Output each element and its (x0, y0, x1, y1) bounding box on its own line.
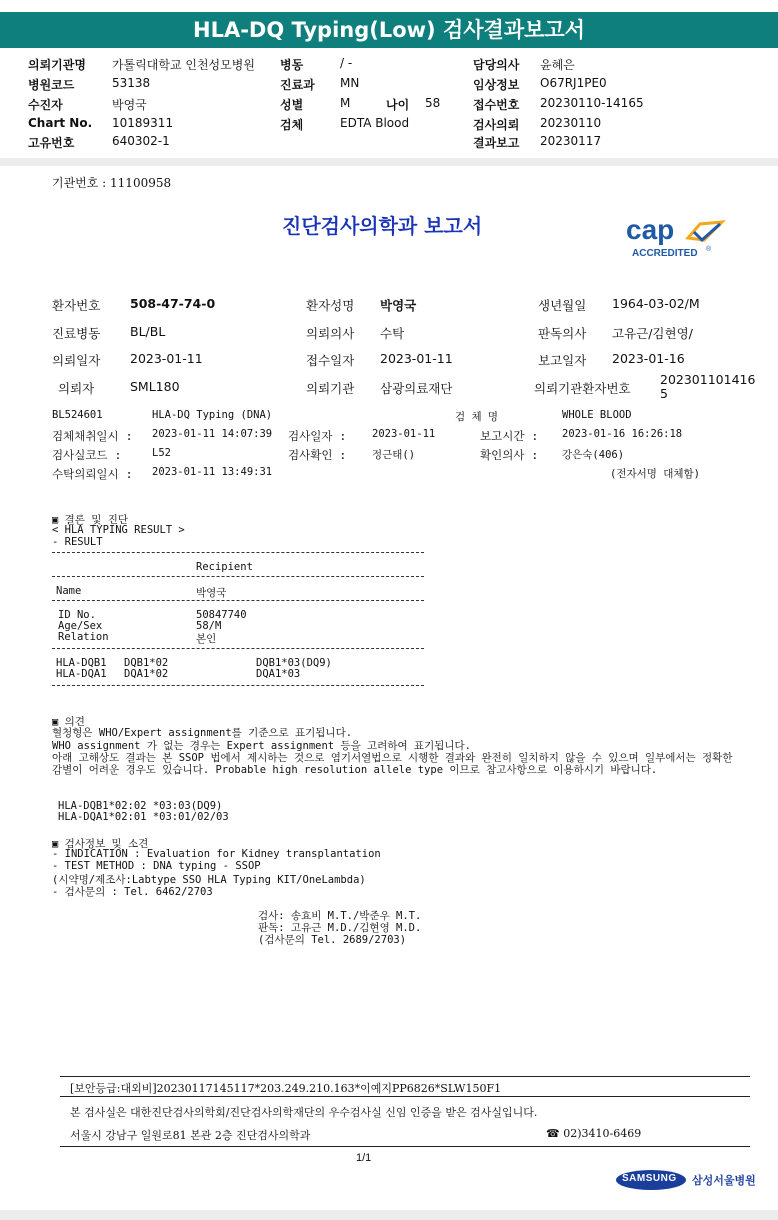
patient-label: 환자번호 (52, 298, 101, 313)
header-label: 성별 (280, 98, 304, 112)
header-label: 결과보고 (473, 136, 520, 150)
collect-label: 검체채취일시 : (52, 429, 133, 443)
header-value: 20230110-14165 (540, 96, 644, 110)
header-label: 검사의뢰 (473, 118, 520, 132)
header-label: 고유번호 (28, 136, 75, 150)
test-detail-title: ▣ 검사정보 및 소견 (52, 838, 149, 850)
divider (52, 685, 424, 686)
phone-number: ☎ 02)3410-6469 (546, 1127, 642, 1140)
address-line: 서울시 강남구 일원로81 본관 2층 진단검사의학과 (70, 1129, 311, 1142)
header-value: 640302-1 (112, 134, 170, 148)
header-value: 윤혜은 (540, 58, 575, 72)
signoff-line: 검사: 송효비 M.T./박준우 M.T. (258, 910, 422, 922)
patient-value: SML180 (130, 379, 180, 394)
header-label: 병원코드 (28, 78, 75, 92)
footer-divider-bottom (60, 1146, 750, 1147)
cap-logo-text: cap (626, 214, 675, 245)
certification-line: 본 검사실은 대한진단검사의학회/진단검사의학재단의 우수검사실 신임 인증을 받은 검사실입니다. (70, 1106, 538, 1119)
report-time-value: 2023-01-16 16:26:18 (562, 428, 683, 440)
header-value: 가톨릭대학교 인천성모병원 (112, 58, 255, 72)
confirm-doc-label: 확인의사 : (480, 448, 539, 462)
samsung-wordmark: SAMSUNG (622, 1173, 677, 1184)
high-res-dqa1: HLA-DQA1*02:01 *03:01/02/03 (58, 811, 229, 823)
report-title: 진단검사의학과 보고서 (282, 214, 483, 238)
header-label: 수진자 (28, 98, 63, 112)
opinion-title: ▣ 의견 (52, 716, 85, 728)
patient-label: 진료병동 (52, 326, 101, 341)
contact-line: - 검사문의 : Tel. 6462/2703 (52, 886, 213, 898)
method-line: - TEST METHOD : DNA typing - SSOP (52, 860, 261, 872)
header-value: 53138 (112, 76, 151, 90)
header-label: Chart No. (28, 116, 93, 130)
request-value: 2023-01-11 13:49:31 (152, 466, 273, 478)
confirm-label: 검사확인 : (288, 448, 347, 462)
specimen-value: WHOLE BLOOD (562, 409, 632, 421)
name-value: 박영국 (196, 587, 227, 599)
patient-value: 고유근/김현영/ (612, 326, 693, 341)
test-date-label: 검사일자 : (288, 429, 347, 443)
request-label: 수탁의뢰일시 : (52, 467, 133, 481)
patient-value: 삼광의료재단 (380, 381, 453, 396)
lab-code-label: 검사실코드 : (52, 448, 122, 462)
samsung-hospital-logo (616, 1168, 764, 1192)
patient-value: BL/BL (130, 324, 166, 339)
dqa1-label: HLA-DQA1 (56, 668, 107, 680)
signoff-line: 판독: 고유근 M.D./김현영 M.D. (258, 922, 422, 934)
header-label: 진료과 (280, 78, 315, 92)
opinion-line: WHO assignment 가 없는 경우는 Expert assignment 등을 고려하여 표기됩니다. (52, 740, 471, 752)
footer-divider-top (60, 1076, 750, 1077)
patient-value: 2023-01-11 (380, 351, 453, 366)
id-label: ID No. (58, 609, 96, 621)
cap-check-icon (684, 218, 726, 250)
patient-value: 수탁 (380, 326, 405, 341)
patient-value: 2023-01-11 (130, 351, 203, 366)
patient-label: 의뢰기관환자번호 (534, 381, 631, 396)
patient-label: 의뢰자 (58, 381, 95, 396)
patient-label: 보고일자 (538, 353, 587, 368)
indication-line: - INDICATION : Evaluation for Kidney transplantation (52, 848, 381, 860)
header-label: 검체 (280, 118, 304, 132)
name-label: Name (56, 585, 82, 597)
header-value: 박영국 (112, 98, 147, 112)
id-value: 50847740 (196, 609, 247, 621)
patient-label: 환자성명 (306, 298, 355, 313)
header-label: 접수번호 (473, 98, 520, 112)
header-value: 10189311 (112, 116, 174, 130)
high-res-dqb1: HLA-DQB1*02:02 *03:03(DQ9) (58, 800, 223, 812)
test-date-value: 2023-01-11 (372, 428, 436, 440)
test-name: HLA-DQ Typing (DNA) (152, 409, 273, 421)
header-value: / - (340, 56, 353, 70)
header-value: M (340, 96, 351, 110)
divider (52, 576, 424, 577)
dqb1-allele-2: DQB1*03(DQ9) (256, 657, 332, 669)
result-section-title: ▣ 결론 및 진단 (52, 514, 129, 526)
dqa1-allele-1: DQA1*02 (124, 668, 169, 680)
header-label: 의뢰기관명 (28, 58, 86, 72)
report-banner-title: HLA-DQ Typing(Low) 검사결과보고서 (0, 12, 778, 48)
header-age-value: 58 (425, 96, 441, 110)
patient-label: 접수일자 (306, 353, 355, 368)
recipient-header: Recipient (196, 561, 253, 573)
patient-value: 1964-03-02/M (612, 296, 700, 311)
report-time-label: 보고시간 : (480, 429, 539, 443)
reagent-line: (시약명/제조사:Labtype SSO HLA Typing KIT/OneLambda) (52, 874, 366, 886)
patient-number: 508-47-74-0 (130, 296, 216, 311)
header-divider (0, 158, 778, 166)
org-number: 기관번호 : 11100958 (52, 176, 172, 190)
patient-label: 의뢰일자 (52, 353, 101, 368)
opinion-paragraph: 아래 고해상도 결과는 본 SSOP 법에서 제시하는 것으로 염기서열법으로 시행한 결과와 완전히 일치하지 않을 수 있으며 일부에서는 정확한 감별이 어려운 경우도 있습니다. Probable high resolution allele type 이므로 참고사항으로 이용하시기 바랍니다. (52, 752, 733, 776)
patient-label: 의뢰기관 (306, 381, 355, 396)
bottom-edge (0, 1210, 778, 1220)
header-age-label: 나이 (386, 98, 410, 112)
divider (52, 648, 424, 649)
result-subtitle-2: - RESULT (52, 536, 103, 548)
divider (52, 552, 424, 553)
patient-label: 생년월일 (538, 298, 587, 313)
result-subtitle: < HLA TYPING RESULT > (52, 524, 185, 536)
cap-accredited-text: ACCREDITED (632, 248, 698, 259)
header-value: 20230117 (540, 134, 602, 148)
page-number: 1/1 (356, 1152, 372, 1164)
cap-tm-mark: ® (706, 246, 712, 253)
patient-label: 의뢰의사 (306, 326, 355, 341)
collect-value: 2023-01-11 14:07:39 (152, 428, 273, 440)
header-value: MN (340, 76, 360, 90)
divider (52, 600, 424, 601)
header-value: O67RJ1PE0 (540, 76, 607, 90)
agesex-value: 58/M (196, 620, 222, 632)
test-code: BL524601 (52, 409, 103, 421)
header-value: 20230110 (540, 116, 602, 130)
security-line: [보안등급:대외비]20230117145117*203.249.210.163*이예지PP6826*SLW150F1 (70, 1082, 502, 1095)
header-label: 임상정보 (473, 78, 520, 92)
lab-code-value: L52 (152, 447, 171, 459)
dqa1-allele-2: DQA1*03 (256, 668, 301, 680)
relation-value: 본인 (196, 633, 217, 645)
confirm-doc-value: 강은숙(406) (562, 449, 625, 461)
footer-divider (60, 1096, 750, 1097)
esign-note: (전자서명 대체함) (610, 468, 700, 480)
header-label: 담당의사 (473, 58, 520, 72)
agesex-label: Age/Sex (58, 620, 103, 632)
dqb1-label: HLA-DQB1 (56, 657, 107, 669)
header-value: EDTA Blood (340, 116, 410, 130)
patient-name: 박영국 (380, 298, 417, 313)
relation-label: Relation (58, 631, 109, 643)
patient-value: 202301101416 5 (660, 372, 756, 401)
patient-label: 판독의사 (538, 326, 587, 341)
confirm-value: 정근태() (372, 449, 416, 461)
specimen-label: 검 체 명 (455, 411, 499, 423)
opinion-line: 혈청형은 WHO/Expert assignment를 기준으로 표기됩니다. (52, 727, 353, 739)
hospital-name: 삼성서울병원 (692, 1174, 756, 1187)
cap-accredited-logo (624, 214, 734, 266)
header-label: 병동 (280, 58, 304, 72)
patient-value: 2023-01-16 (612, 351, 685, 366)
dqb1-allele-1: DQB1*02 (124, 657, 169, 669)
signoff-line: (검사문의 Tel. 2689/2703) (258, 934, 407, 946)
